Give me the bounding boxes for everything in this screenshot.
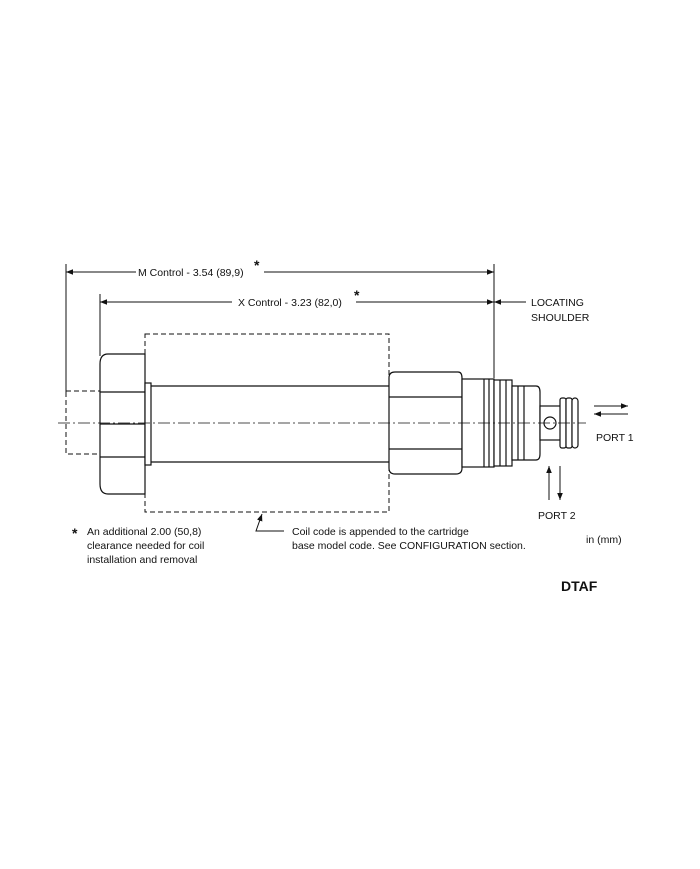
locating-shoulder-label-2: SHOULDER: [531, 312, 590, 324]
x-control-asterisk: *: [354, 287, 360, 303]
m-control-asterisk: *: [254, 257, 260, 273]
port1-label: PORT 1: [596, 432, 634, 444]
units-label: in (mm): [586, 534, 622, 546]
clearance-note-line-1: An additional 2.00 (50,8): [87, 526, 202, 538]
model-label: DTAF: [561, 578, 598, 594]
m-control-label: M Control - 3.54 (89,9): [138, 267, 244, 279]
tube: [151, 386, 389, 462]
coil-nut: [100, 354, 151, 494]
clearance-note-asterisk: *: [72, 525, 78, 541]
coil-note-line-1: Coil code is appended to the cartridge: [292, 526, 469, 538]
clearance-note-line-2: clearance needed for coil: [87, 540, 205, 552]
coil-note-line-2: base model code. See CONFIGURATION section.: [292, 540, 526, 552]
manual-override-dashed-rect: [66, 391, 102, 454]
port2-label: PORT 2: [538, 510, 576, 522]
locating-shoulder-label-1: LOCATING: [531, 297, 584, 309]
coil-note-leader: [256, 514, 284, 531]
x-control-label: X Control - 3.23 (82,0): [238, 297, 342, 309]
clearance-note-line-3: installation and removal: [87, 554, 198, 566]
coil-nut-washer: [145, 383, 151, 465]
